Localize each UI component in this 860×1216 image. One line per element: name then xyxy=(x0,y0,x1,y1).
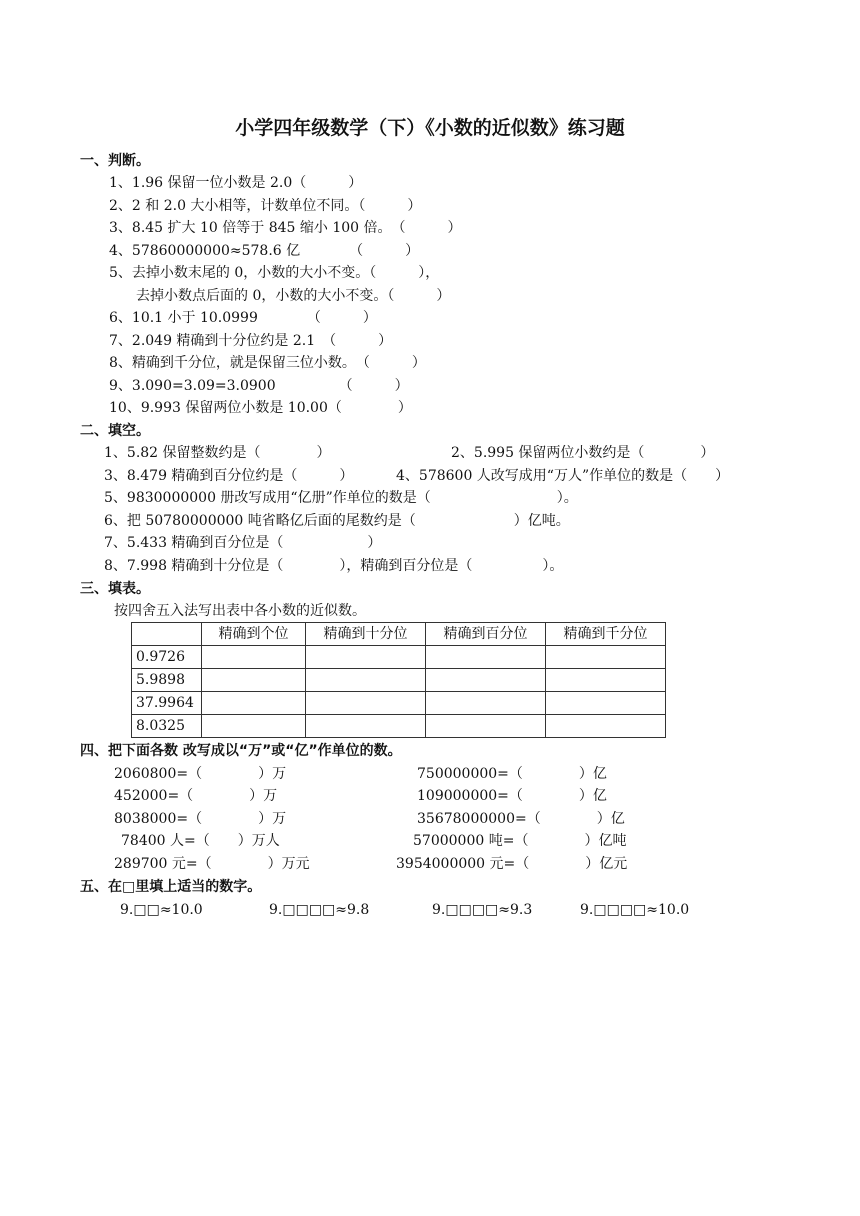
table-instruction: 按四舍五入法写出表中各小数的近似数。 xyxy=(114,603,366,619)
digit-fill-item: 9.□□□□≈10.0 xyxy=(580,902,690,918)
conversion-item: 289700 元=（ ）万元 xyxy=(114,856,310,872)
digit-fill-item: 9.□□≈10.0 xyxy=(120,902,203,918)
conversion-item: 452000=（ ）万 xyxy=(114,788,278,804)
answer-cell[interactable] xyxy=(546,646,666,669)
judgement-item: 7、2.049 精确到十分位约是 2.1 （ ） xyxy=(109,333,393,349)
table-row-label: 5.9898 xyxy=(132,669,202,692)
judgement-item: 10、9.993 保留两位小数是 10.00（ ） xyxy=(109,400,412,416)
answer-cell[interactable] xyxy=(202,646,306,669)
approximation-table xyxy=(131,622,666,738)
answer-cell[interactable] xyxy=(426,692,546,715)
answer-cell[interactable] xyxy=(306,646,426,669)
fill-item: 2、5.995 保留两位小数约是（ ） xyxy=(451,445,715,461)
section-heading-judgement: 一、判断。 xyxy=(80,153,150,169)
judgement-item: 6、10.1 小于 10.0999 （ ） xyxy=(109,310,377,326)
table-row-label: 37.9964 xyxy=(132,692,202,715)
fill-item: 8、7.998 精确到十分位是（ ），精确到百分位是（ ）。 xyxy=(104,558,564,574)
table-row xyxy=(132,669,666,692)
table-row xyxy=(132,692,666,715)
conversion-item: 8038000=（ ）万 xyxy=(114,811,287,827)
answer-cell[interactable] xyxy=(546,692,666,715)
answer-cell[interactable] xyxy=(202,715,306,738)
fill-item: 5、9830000000 册改写成用“亿册”作单位的数是（ ）。 xyxy=(104,490,578,506)
table-row-label: 0.9726 xyxy=(132,646,202,669)
table-row xyxy=(132,715,666,738)
conversion-item: 109000000=（ ）亿 xyxy=(417,788,607,804)
judgement-item: 5、去掉小数末尾的 0，小数的大小不变。（ ）， xyxy=(109,265,440,281)
section-heading-fill-digits: 五、在□里填上适当的数字。 xyxy=(80,879,262,895)
conversion-item: 35678000000=（ ）亿 xyxy=(417,811,625,827)
answer-cell[interactable] xyxy=(306,669,426,692)
table-header-cell: 精确到十分位 xyxy=(306,623,426,646)
fill-item: 3、8.479 精确到百分位约是（ ） xyxy=(104,468,354,484)
section-heading-table: 三、填表。 xyxy=(80,581,150,597)
judgement-item: 4、57860000000≈578.6 亿 （ ） xyxy=(109,243,420,259)
table-row-label: 8.0325 xyxy=(132,715,202,738)
judgement-item-continued: 去掉小数点后面的 0，小数的大小不变。（ ） xyxy=(136,288,451,304)
table-row xyxy=(132,646,666,669)
judgement-item: 8、精确到千分位，就是保留三位小数。 （ ） xyxy=(109,355,426,371)
fill-item: 4、578600 人改写成用“万人”作单位的数是（ ） xyxy=(396,468,730,484)
conversion-item: 57000000 吨=（ ）亿吨 xyxy=(413,833,627,849)
answer-cell[interactable] xyxy=(426,646,546,669)
table-header-cell xyxy=(132,623,202,646)
section-heading-unit-conversion: 四、把下面各数 改写成以“万”或“亿”作单位的数。 xyxy=(80,743,402,759)
section-heading-fill-blank: 二、填空。 xyxy=(80,423,150,439)
answer-cell[interactable] xyxy=(546,715,666,738)
answer-cell[interactable] xyxy=(306,692,426,715)
conversion-item: 3954000000 元=（ ）亿元 xyxy=(396,856,628,872)
judgement-item: 2、2 和 2.0 大小相等，计数单位不同。（ ） xyxy=(109,198,422,214)
judgement-item: 9、3.090=3.09=3.0900 （ ） xyxy=(109,378,409,394)
answer-cell[interactable] xyxy=(426,669,546,692)
answer-cell[interactable] xyxy=(306,715,426,738)
table-header-cell: 精确到个位 xyxy=(202,623,306,646)
fill-item: 1、5.82 保留整数约是（ ） xyxy=(104,445,331,461)
fill-item: 7、5.433 精确到百分位是（ ） xyxy=(104,535,382,551)
conversion-item: 78400 人=（ ）万人 xyxy=(121,833,280,849)
answer-cell[interactable] xyxy=(426,715,546,738)
table-header-cell: 精确到百分位 xyxy=(426,623,546,646)
conversion-item: 750000000=（ ）亿 xyxy=(417,766,607,782)
answer-cell[interactable] xyxy=(202,669,306,692)
judgement-item: 3、8.45 扩大 10 倍等于 845 缩小 100 倍。 （ ） xyxy=(109,220,462,236)
table-header-row xyxy=(132,623,666,646)
digit-fill-item: 9.□□□□≈9.8 xyxy=(269,902,370,918)
fill-item: 6、把 50780000000 吨省略亿后面的尾数约是（ ）亿吨。 xyxy=(104,513,570,529)
judgement-item: 1、1.96 保留一位小数是 2.0（ ） xyxy=(109,175,363,191)
answer-cell[interactable] xyxy=(546,669,666,692)
table-header-cell: 精确到千分位 xyxy=(546,623,666,646)
page-title: 小学四年级数学（下）《小数的近似数》练习题 xyxy=(235,117,625,139)
conversion-item: 2060800=（ ）万 xyxy=(114,766,287,782)
digit-fill-item: 9.□□□□≈9.3 xyxy=(432,902,533,918)
answer-cell[interactable] xyxy=(202,692,306,715)
